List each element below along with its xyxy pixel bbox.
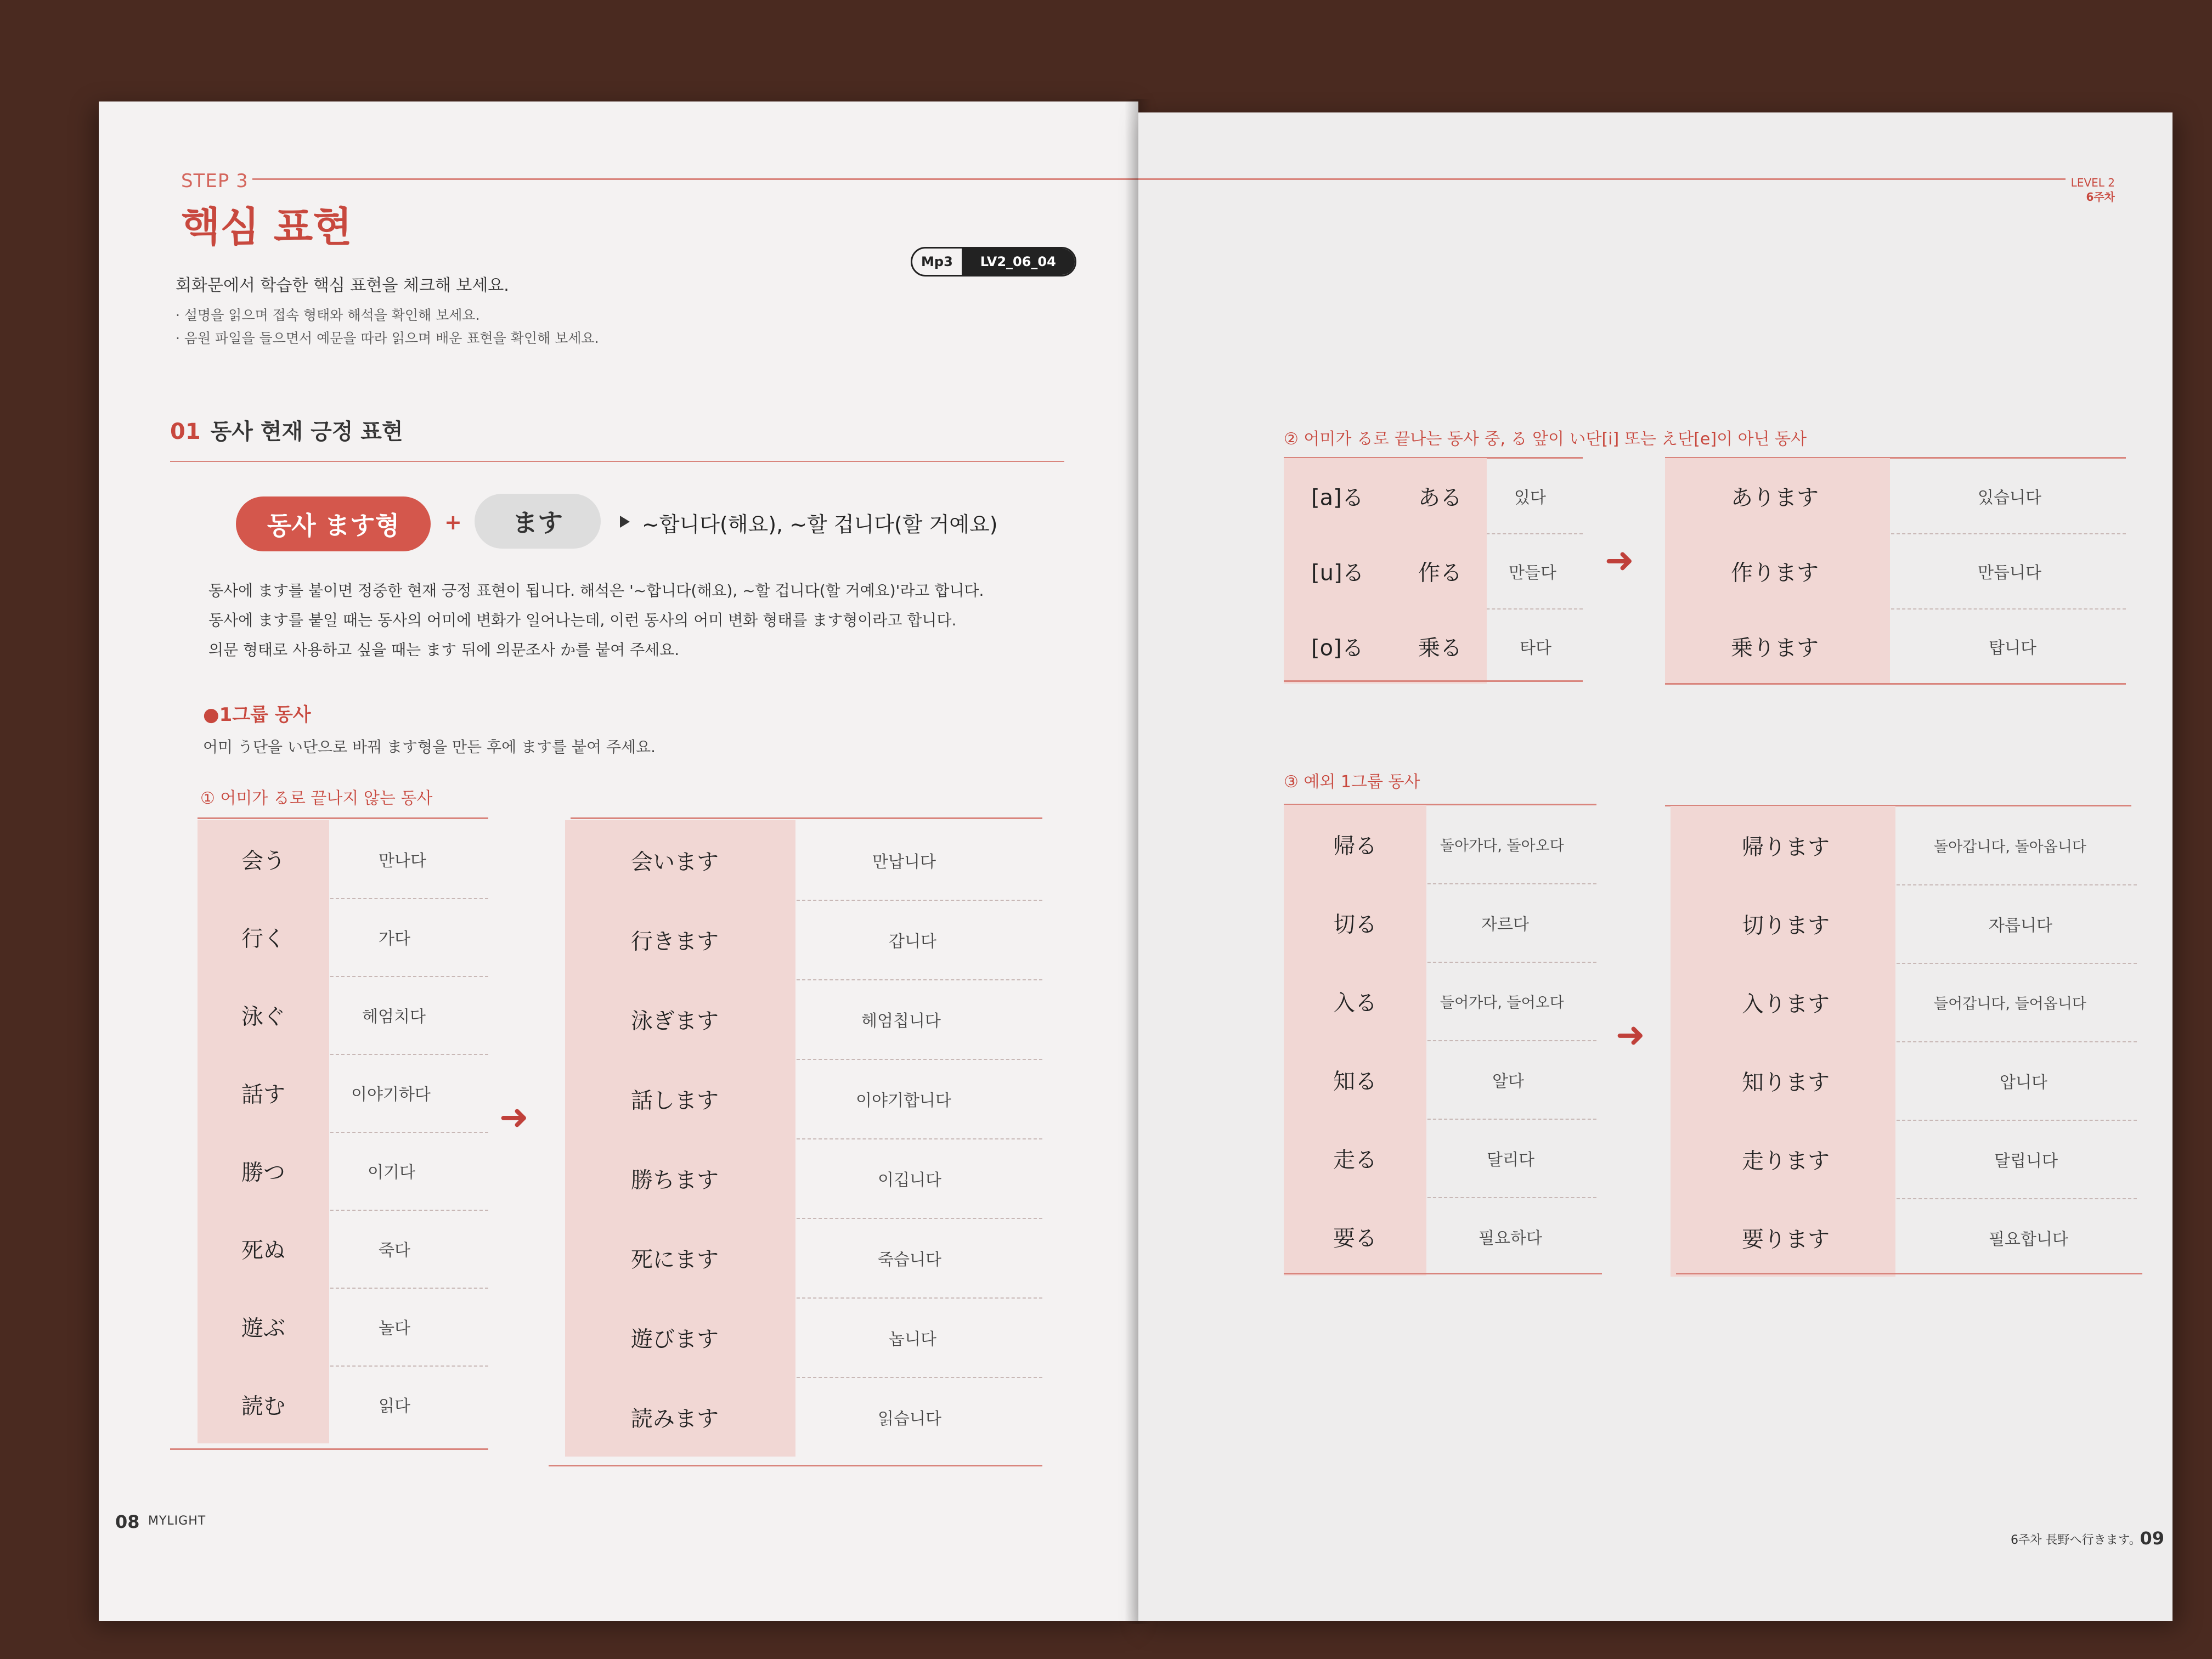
verb-meaning: 필요하다 <box>1479 1228 1542 1248</box>
table-row <box>198 1210 488 1289</box>
verb-meaning: 가다 <box>379 929 410 949</box>
verb-masu: 話します <box>631 1088 719 1113</box>
table-row <box>198 898 488 977</box>
page-title: 핵심 표현 <box>181 204 352 251</box>
ending-tag: [u]る <box>1311 560 1364 585</box>
explanation <box>208 576 1114 665</box>
page-number-right: 09 <box>2140 1528 2164 1549</box>
verb-meaning: 달리다 <box>1487 1150 1534 1170</box>
header-rule <box>1138 178 2066 180</box>
verb-masu-meaning: 압니다 <box>2000 1073 2047 1092</box>
verb-masu: 遊びます <box>631 1327 719 1352</box>
table2-masu <box>1665 458 2126 683</box>
table-row <box>1284 1119 1596 1198</box>
verb-masu: 乗ります <box>1731 635 1819 661</box>
verb-masu-meaning: 자릅니다 <box>1989 916 2052 935</box>
mp3-label: Mp3 <box>921 254 953 269</box>
verb-masu-meaning: 죽습니다 <box>878 1250 941 1269</box>
verb-masu: 泳ぎます <box>631 1008 719 1034</box>
section-name: 동사 현재 긍정 표현 <box>210 419 403 444</box>
verb-masu-meaning: 들어갑니다, 들어옵니다 <box>1934 995 2086 1012</box>
verb-masu: 切ります <box>1742 913 1830 938</box>
verb-masu: 走ります <box>1742 1148 1830 1173</box>
table3m-bottom-rule <box>1676 1273 2142 1274</box>
table-row <box>1284 458 1583 534</box>
verb-masu: 勝ちます <box>631 1167 719 1193</box>
verb-base: 要る <box>1333 1226 1377 1251</box>
verb-base: 乗る <box>1418 635 1462 661</box>
table-row <box>198 1132 488 1211</box>
table2-base <box>1284 458 1583 683</box>
verb-base: 作る <box>1418 560 1462 585</box>
table-row <box>1665 533 2126 610</box>
level-badge <box>2049 176 2115 204</box>
table-row <box>1671 806 2137 885</box>
table-row <box>1671 884 2137 964</box>
explanation-line-2: 동사에 ます를 붙일 때는 동사의 어미에 변화가 일어나는데, 이런 동사의 어미 변화 형태를 ます형이라고 합니다. <box>208 611 957 629</box>
section-number: 01 <box>170 419 201 444</box>
verb-meaning: 죽다 <box>379 1241 410 1260</box>
table-row <box>1284 805 1596 884</box>
arrow-right-icon: ➜ <box>1616 1015 1645 1056</box>
chapter-footer: 6주차 長野へ行きます。 <box>2011 1533 2141 1547</box>
verb-masu: 知ります <box>1742 1070 1830 1095</box>
verb-meaning: 이기다 <box>368 1163 415 1182</box>
bullet-2: · 음원 파일을 들으면서 예문을 따라 읽으며 배운 표현을 확인해 보세요. <box>176 330 599 346</box>
verb-meaning: 만나다 <box>379 851 426 871</box>
verb-masu: 読みます <box>631 1406 719 1431</box>
table-row <box>565 1218 1042 1299</box>
verb-base: 知る <box>1333 1069 1377 1094</box>
verb-masu: 作ります <box>1731 560 1819 585</box>
table1-masu <box>565 820 1042 1457</box>
level-label: LEVEL 2 <box>2070 176 2115 189</box>
table2-bottom-rule <box>1284 680 1583 682</box>
table1m-bottom-rule <box>549 1465 1042 1466</box>
table3-masu <box>1671 806 2137 1278</box>
table-row <box>565 1059 1042 1139</box>
verb-masu-meaning: 탑니다 <box>1989 638 2036 658</box>
section-title <box>170 414 403 445</box>
mp3-track-code: LV2_06_04 <box>962 249 1075 275</box>
verb-base: 話す <box>241 1082 285 1108</box>
verb-base: 死ぬ <box>241 1238 285 1263</box>
verb-meaning: 있다 <box>1514 488 1546 507</box>
verb-meaning: 놀다 <box>379 1319 410 1338</box>
verb-base: 入る <box>1333 990 1377 1015</box>
verb-masu: 会います <box>631 849 719 874</box>
verb-masu: あります <box>1731 485 1819 510</box>
table1-top-rule <box>198 817 488 819</box>
verb-meaning: 알다 <box>1492 1071 1524 1091</box>
verb-meaning: 들어가다, 들어오다 <box>1440 994 1564 1011</box>
table1m-top-rule <box>571 817 1042 819</box>
verb-masu: 入ります <box>1742 991 1830 1017</box>
page-number-left: 08 <box>115 1511 140 1532</box>
verb-meaning: 만들다 <box>1509 563 1556 583</box>
group-description: 어미 う단을 い단으로 바꿔 ます형을 만든 후에 ます를 붙여 주세요. <box>203 738 656 756</box>
verb-meaning: 타다 <box>1520 638 1551 658</box>
verb-masu-meaning: 갑니다 <box>889 932 936 951</box>
table-row <box>1671 1198 2137 1277</box>
table-row <box>1671 1041 2137 1121</box>
table-row <box>1284 1197 1596 1276</box>
verb-base: 帰る <box>1333 833 1377 859</box>
verb-base: 切る <box>1333 912 1377 937</box>
ending-tag: [o]る <box>1311 635 1364 661</box>
intro-text: 회화문에서 학습한 핵심 표현을 체크해 보세요. <box>176 276 509 295</box>
verb-base: 会う <box>241 848 285 874</box>
table-row <box>198 820 488 899</box>
verb-masu-meaning: 만납니다 <box>872 852 936 872</box>
table-row <box>1671 1120 2137 1199</box>
table2m-bottom-rule <box>1665 683 2126 685</box>
verb-base: 勝つ <box>241 1160 285 1186</box>
brand-footer: MYLIGHT <box>148 1514 206 1528</box>
verb-masu: 帰ります <box>1742 834 1830 860</box>
verb-base: 泳ぐ <box>241 1004 285 1030</box>
table-row <box>565 1138 1042 1219</box>
verb-masu: 要ります <box>1742 1227 1830 1252</box>
table-row <box>198 976 488 1055</box>
table-row <box>565 979 1042 1060</box>
formula-masu: ます <box>475 494 601 549</box>
table-row <box>1284 962 1596 1041</box>
table1-bottom-rule <box>170 1448 488 1450</box>
verb-masu-meaning: 만듭니다 <box>1978 563 2041 583</box>
table1-base <box>198 820 488 1451</box>
table-row <box>565 1377 1042 1457</box>
subsection-2: ② 어미가 る로 끝나는 동사 중, る 앞이 い단[i] 또는 え단[e]이 아닌 동사 <box>1284 430 1807 449</box>
table-row <box>198 1288 488 1367</box>
table-row <box>1665 608 2126 684</box>
table-row <box>1284 883 1596 963</box>
arrow-right-icon: ➜ <box>1605 540 1634 581</box>
table-row <box>565 900 1042 980</box>
verb-base: 行く <box>241 926 285 952</box>
arrow-right-icon: ➜ <box>499 1097 529 1138</box>
subsection-1: ① 어미가 る로 끝나지 않는 동사 <box>200 789 433 808</box>
table-row <box>565 1297 1042 1378</box>
table-row <box>198 1365 488 1443</box>
verb-base: 走る <box>1333 1147 1377 1172</box>
verb-masu-meaning: 이깁니다 <box>878 1170 941 1190</box>
verb-masu-meaning: 놉니다 <box>889 1329 936 1349</box>
bullet-1: · 설명을 읽으며 접속 형태와 해석을 확인해 보세요. <box>176 307 480 323</box>
table3-base <box>1284 805 1596 1277</box>
formula-result: ~합니다(해요), ~할 겁니다(할 거예요) <box>642 512 998 537</box>
verb-masu-meaning: 돌아갑니다, 돌아옵니다 <box>1934 838 2086 855</box>
verb-masu-meaning: 필요합니다 <box>1989 1229 2068 1249</box>
verb-meaning: 읽다 <box>379 1397 410 1416</box>
verb-masu-meaning: 있습니다 <box>1978 488 2041 507</box>
explanation-line-3: 의문 형태로 사용하고 싶을 때는 ます 뒤에 의문조사 か를 붙여 주세요. <box>208 641 680 659</box>
verb-masu-meaning: 달립니다 <box>1994 1151 2058 1171</box>
table-row <box>1284 1040 1596 1120</box>
table-row <box>1284 533 1583 610</box>
header-rule <box>252 178 1138 180</box>
verb-meaning: 자르다 <box>1481 915 1529 934</box>
explanation-line-1: 동사에 ます를 붙이면 정중한 현재 긍정 표현이 됩니다. 해석은 '~합니다(해요), ~할 겁니다(할 거예요)'라고 합니다. <box>208 582 984 600</box>
verb-base: 遊ぶ <box>241 1316 285 1341</box>
right-page <box>1138 112 2172 1621</box>
step-label: STEP 3 <box>181 170 249 192</box>
verb-masu: 死にます <box>631 1247 719 1272</box>
table-row <box>565 820 1042 901</box>
subsection-3: ③ 예외 1그룹 동사 <box>1284 772 1420 792</box>
verb-masu: 行きます <box>631 929 719 954</box>
formula-verb-stem: 동사 ます형 <box>236 496 431 551</box>
week-label: 6주차 <box>2086 190 2115 204</box>
play-triangle-icon <box>620 516 630 528</box>
verb-meaning: 이야기하다 <box>351 1085 431 1104</box>
mp3-badge[interactable] <box>911 247 1076 276</box>
ending-tag: [a]る <box>1311 485 1364 510</box>
verb-meaning: 헤엄치다 <box>362 1007 426 1026</box>
table3-bottom-rule <box>1284 1273 1602 1274</box>
group-title: ●1그룹 동사 <box>203 704 311 726</box>
table-row <box>1665 458 2126 534</box>
left-page <box>99 101 1138 1621</box>
section-rule <box>170 461 1064 462</box>
verb-masu-meaning: 이야기합니다 <box>856 1091 951 1110</box>
table-row <box>198 1054 488 1133</box>
table-row <box>1671 963 2137 1042</box>
verb-base: ある <box>1418 485 1462 510</box>
verb-meaning: 돌아가다, 돌아오다 <box>1440 837 1564 854</box>
verb-masu-meaning: 헤엄칩니다 <box>861 1011 941 1031</box>
table-row <box>1284 608 1583 684</box>
formula-plus: + <box>444 510 462 534</box>
verb-base: 読む <box>241 1393 285 1419</box>
verb-masu-meaning: 읽습니다 <box>878 1409 941 1429</box>
